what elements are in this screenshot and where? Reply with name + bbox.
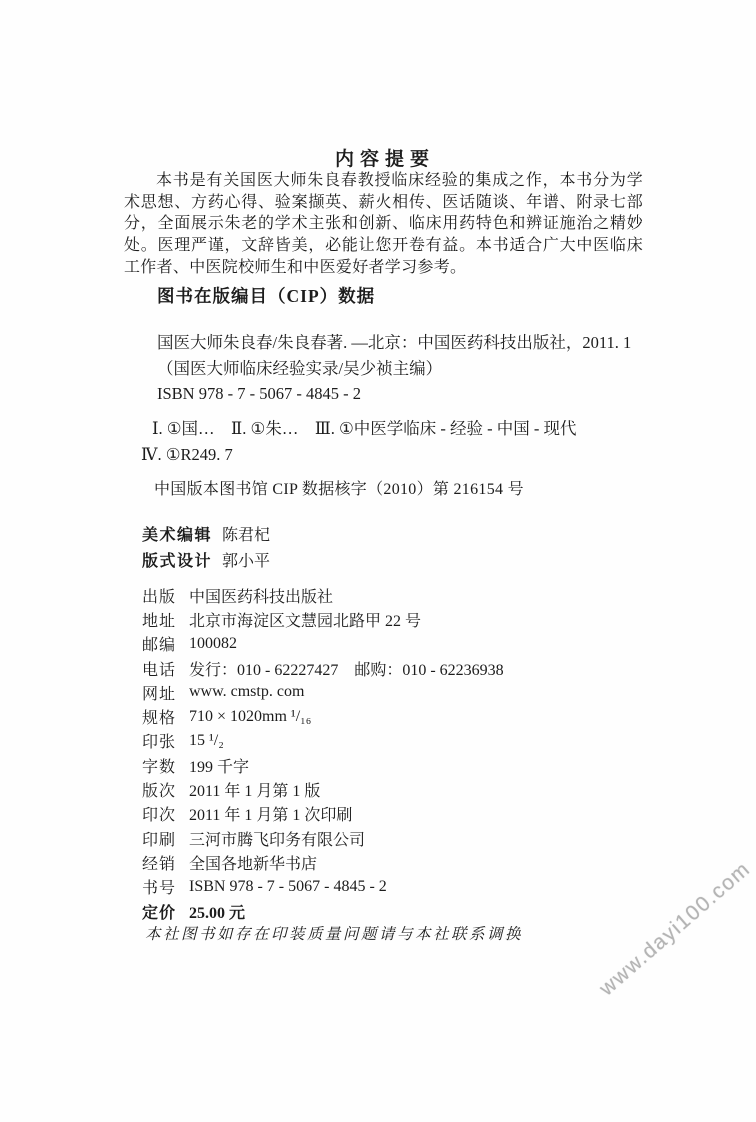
- pub-label: 书号: [142, 880, 177, 898]
- pub-value: 发行：010 - 62227427 邮购：010 - 62236938: [189, 661, 504, 679]
- pub-label: 印刷: [142, 831, 177, 849]
- pub-value: 710 × 1020mm ¹/₁₆: [189, 707, 312, 725]
- pub-value: 2011 年 1 月第 1 版: [189, 783, 321, 801]
- summary-paragraph: 本书是有关国医大师朱良春教授临床经验的集成之作，本书分为学术思想、方药心得、验案撷英、薪火相传、医话随谈、年谱、附录七部分，全面展示朱老的学术主张和创新、临床用药特色和辨证施治之精妙处。医理严谨，文辞皆美，必能让您开卷有益。本书适合广大中医临床工作者、中医院校师生和中医爱好者学习参考。: [124, 172, 643, 276]
- pub-label: 规格: [142, 710, 177, 728]
- cip-isbn-line: ISBN 978 - 7 - 5067 - 4845 - 2: [157, 384, 361, 403]
- pub-row-edition: [142, 777, 504, 801]
- pub-row-distribution: [142, 850, 504, 874]
- pub-value: 15 ¹/₂: [189, 731, 224, 749]
- quality-notice: 本社图书如存在印装质量问题请与本社联系调换: [145, 926, 524, 943]
- credit-label: 美术编辑: [142, 526, 213, 544]
- cip-class-line-1: Ⅰ. ①国… Ⅱ. ①朱… Ⅲ. ①中医学临床 - 经验 - 中国 - 现代: [152, 419, 577, 438]
- pub-label: 经销: [142, 855, 177, 873]
- publication-info-section: [142, 583, 504, 923]
- credit-value: 陈君杞: [222, 526, 271, 544]
- pub-value: 199 千字: [189, 758, 250, 776]
- cip-class-line-2: Ⅳ. ①R249. 7: [141, 444, 233, 464]
- pub-row-postcode: [142, 632, 504, 656]
- pub-value: www. cmstp. com: [189, 683, 305, 701]
- pub-row-sheets: [142, 729, 504, 753]
- pub-row-book-number: [142, 875, 504, 899]
- pub-label: 印次: [142, 807, 177, 825]
- pub-row-address: [142, 607, 504, 631]
- pub-label: 地址: [142, 612, 177, 630]
- credit-label: 版式设计: [142, 552, 213, 570]
- pub-label: 网址: [142, 685, 177, 703]
- pub-value: 全国各地新华书店: [189, 855, 318, 873]
- credit-value: 郭小平: [222, 552, 271, 570]
- pub-label: 出版: [142, 588, 177, 606]
- pub-label: 邮编: [142, 637, 177, 655]
- pub-row-format: [142, 704, 504, 728]
- pub-value: ISBN 978 - 7 - 5067 - 4845 - 2: [189, 877, 387, 895]
- cip-classification: [141, 416, 641, 467]
- pub-value: 100082: [189, 634, 237, 652]
- pub-row-wordcount: [142, 753, 504, 777]
- credit-row-layout-designer: [142, 546, 270, 572]
- cip-heading: 图书在版编目（CIP）数据: [157, 286, 376, 306]
- pub-row-phone: [142, 656, 504, 680]
- pub-label: 字数: [142, 758, 177, 776]
- cip-block: [157, 330, 632, 407]
- pub-label: 定价: [142, 904, 177, 922]
- pub-label: 电话: [142, 661, 177, 679]
- pub-row-price: [142, 899, 504, 923]
- credit-row-art-editor: [142, 520, 270, 546]
- pub-value: 中国医药科技出版社: [189, 588, 334, 606]
- site-watermark: www.dayi100.com: [595, 857, 755, 1001]
- pub-value: 北京市海淀区文慧园北路甲 22 号: [189, 612, 422, 630]
- pub-value: 三河市腾飞印务有限公司: [189, 831, 366, 849]
- pub-value: 25.00 元: [189, 904, 246, 922]
- pub-label: 印张: [142, 734, 177, 752]
- cip-title-line: 国医大师朱良春/朱良春著. —北京：中国医药科技出版社，2011. 1: [157, 333, 632, 352]
- pub-value: 2011 年 1 月第 1 次印刷: [189, 807, 353, 825]
- pub-row-printer: [142, 826, 504, 850]
- pub-label: 版次: [142, 783, 177, 801]
- cip-record-line: 中国版本图书馆 CIP 数据核字（2010）第 216154 号: [154, 481, 524, 498]
- summary-title: 内容提要: [334, 149, 435, 170]
- credits-section: [142, 520, 270, 572]
- pub-row-publisher: [142, 583, 504, 607]
- cip-series-line: （国医大师临床经验实录/吴少祯主编）: [157, 358, 443, 378]
- pub-row-website: [142, 680, 504, 704]
- pub-row-printing-run: [142, 802, 504, 826]
